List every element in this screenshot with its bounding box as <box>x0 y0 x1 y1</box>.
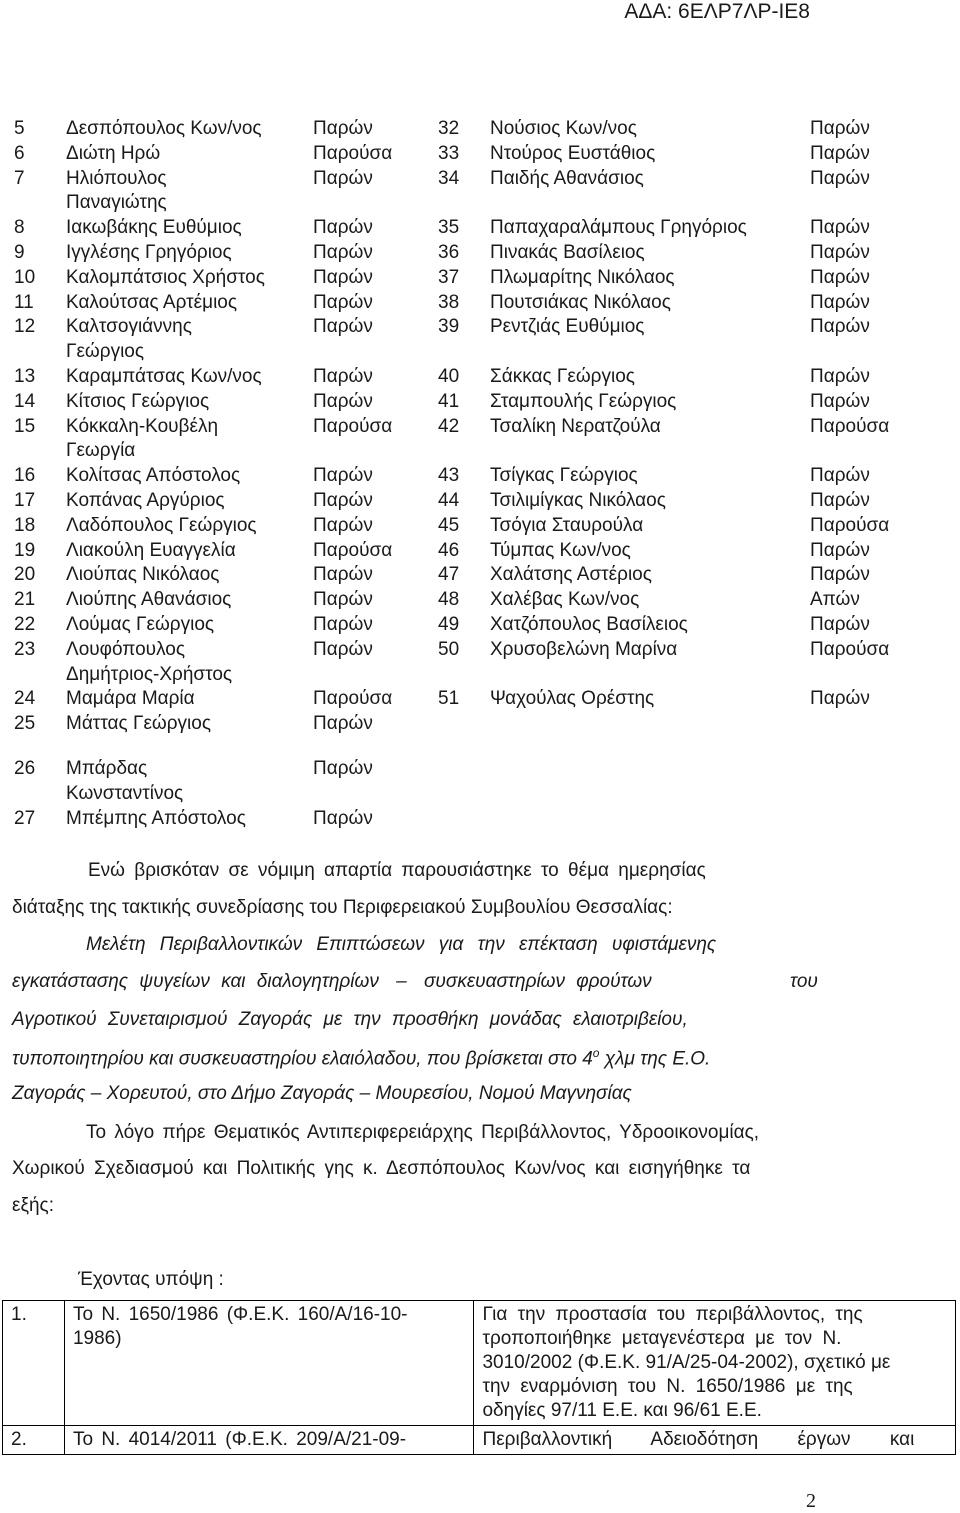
member-status: Παρών <box>810 241 870 263</box>
paragraph-2-line-3: εξής: <box>12 1195 54 1216</box>
member-name: Ψαχούλας Ορέστης <box>490 688 655 710</box>
topic-line-5: Ζαγοράς – Χορευτού, στο Δήμο Ζαγοράς – Μουρεσίου, Νομού Μαγνησίας <box>12 1083 632 1104</box>
topic-line-2-part-c: του <box>790 971 818 992</box>
member-status: Παρών <box>810 118 870 139</box>
member-status: Παρών <box>313 564 373 586</box>
member-status: Παρών <box>810 688 870 710</box>
member-number: 23 <box>14 638 36 660</box>
topic-line-4-part-a: τυποποιητηρίου και συσκευαστηρίου ελαιόλαδου, που βρίσκεται στο 4 <box>12 1048 593 1070</box>
roster-row <box>0 241 960 266</box>
member-name: Τσόγια Σταυρούλα <box>490 514 644 536</box>
member-number: 47 <box>438 564 460 586</box>
member-name: Ιγγλέσης Γρηγόριος <box>66 241 232 263</box>
having-in-view-label: Έχοντας υπόψη : <box>78 1269 224 1290</box>
member-name: Καλομπάτσιος Χρήστος <box>66 266 265 288</box>
paragraph-2-line-1: Το λόγο πήρε Θεματικός Αντιπεριφερειάρχης Περιβάλλοντος, Υδροοικονομίας, <box>86 1122 760 1143</box>
member-status: Παρών <box>313 241 373 263</box>
member-number: 11 <box>14 291 34 313</box>
member-status: Παρούσα <box>313 415 393 437</box>
paragraph-1-line-2: διάταξης της τακτικής συνεδρίασης του Περιφερειακού Συμβουλίου Θεσσαλίας: <box>12 897 673 918</box>
roster-row <box>0 687 960 712</box>
member-name: Τσαλίκη Νερατζούλα <box>490 415 661 437</box>
roster-row <box>0 191 960 216</box>
member-number: 20 <box>14 564 36 586</box>
member-number: 22 <box>14 613 36 635</box>
member-status: Παρών <box>810 142 870 164</box>
roster-row <box>0 807 960 832</box>
member-number: 42 <box>438 415 460 437</box>
member-status: Παρών <box>313 217 373 239</box>
member-number: 19 <box>14 539 36 561</box>
topic-line-4-sup: ο <box>592 1046 600 1060</box>
topic-line-3: Αγροτικού Συνεταιρισμού Ζαγοράς με την προσθήκη μονάδας ελαιοτριβείου, <box>12 1009 688 1030</box>
member-status: Παρούσα <box>313 539 393 561</box>
roster-row <box>0 216 960 241</box>
roster-row <box>0 167 960 192</box>
paragraph-1-text: Ενώ βρισκόταν σε νόμιμη απαρτία παρουσιάστηκε το θέμα ημερησίας <box>88 860 706 881</box>
topic-line-2-part-b: συσκευαστηρίων φρούτων <box>423 971 652 992</box>
member-status: Παρούσα <box>810 415 890 437</box>
member-name: Τύμπας Κων/νος <box>490 539 631 561</box>
member-number: 45 <box>438 514 460 536</box>
law-line: Το Ν. 1650/1986 (Φ.Ε.Κ. 160/Α/16-10- <box>72 1304 408 1325</box>
roster-row <box>0 315 960 340</box>
member-name: Λιακούλη Ευαγγελία <box>66 539 236 561</box>
member-status: Παρών <box>810 217 870 239</box>
member-number: 46 <box>438 539 460 561</box>
member-number: 24 <box>14 688 36 710</box>
member-number: 41 <box>438 390 460 412</box>
member-status: Παρών <box>810 564 870 586</box>
legal-basis-table <box>2 1300 956 1455</box>
roster-row <box>0 142 960 167</box>
member-name: Κοπάνας Αργύριος <box>66 489 225 511</box>
member-status: Παρών <box>810 390 870 412</box>
member-name: Κολίτσας Απόστολος <box>66 465 241 487</box>
member-status: Παρών <box>810 266 870 288</box>
desc-line: τροποποιήθηκε μεταγενέστερα με τον Ν. <box>482 1328 842 1349</box>
member-name: Κίτσιος Γεώργιος <box>66 390 210 412</box>
member-name: Λαδόπουλος Γεώργιος <box>66 514 257 536</box>
member-status: Παρών <box>810 365 870 387</box>
member-name: Μπέμπης Απόστολος <box>66 807 246 829</box>
member-number: 37 <box>438 266 460 288</box>
member-number: 34 <box>438 167 460 189</box>
member-name: Μάττας Γεώργιος <box>66 713 211 735</box>
member-name: Παναγιώτης <box>66 192 167 214</box>
member-name: Λιούπας Νικόλαος <box>66 564 220 586</box>
table-row <box>3 1426 956 1455</box>
topic-line-2-dash: – <box>396 971 407 992</box>
member-status: Παρών <box>313 514 373 536</box>
member-name: Σταμπουλής Γεώργιος <box>490 390 677 412</box>
member-name: Δεσπόπουλος Κων/νος <box>66 118 262 139</box>
roster-row <box>0 117 960 142</box>
member-status: Παρών <box>313 713 373 735</box>
member-number: 25 <box>14 713 36 735</box>
member-status: Παρών <box>810 316 870 338</box>
member-status: Παρούσα <box>810 514 890 536</box>
roster-row <box>0 415 960 440</box>
law-reference <box>64 1426 474 1455</box>
roster-row <box>0 489 960 514</box>
member-number: 14 <box>14 390 36 412</box>
member-name: Πινακάς Βασίλειος <box>490 241 645 263</box>
member-name: Ηλιόπουλος <box>66 167 167 189</box>
member-number: 10 <box>14 266 36 288</box>
member-number: 49 <box>438 613 460 635</box>
member-number: 50 <box>438 638 460 660</box>
member-status: Παρών <box>313 489 373 511</box>
table-row <box>3 1301 956 1426</box>
member-number: 9 <box>14 241 25 263</box>
member-number: 15 <box>14 415 36 437</box>
member-name: Δημήτριος-Χρήστος <box>66 663 233 685</box>
roster-row <box>0 390 960 415</box>
topic-line-2 <box>12 971 822 993</box>
member-number: 26 <box>14 757 36 779</box>
member-number: 8 <box>14 217 25 239</box>
member-status: Παρών <box>810 167 870 189</box>
roster-row <box>0 782 960 807</box>
member-number: 39 <box>438 316 460 338</box>
member-status: Παρών <box>810 613 870 635</box>
member-number: 7 <box>14 167 25 189</box>
roster-row <box>0 340 960 365</box>
member-name: Καλούτσας Αρτέμιος <box>66 291 238 313</box>
member-name: Χατζόπουλος Βασίλειος <box>490 613 688 635</box>
member-name: Λούμας Γεώργιος <box>66 613 215 635</box>
member-number: 27 <box>14 807 36 829</box>
member-number: 35 <box>438 217 460 239</box>
member-name: Διώτη Ηρώ <box>66 142 161 164</box>
topic-line-2-part-a: εγκατάστασης ψυγείων και διαλογητηρίων <box>12 971 379 992</box>
member-number: 48 <box>438 589 460 611</box>
roster-row <box>0 365 960 390</box>
member-name: Γεώργιος <box>66 341 145 363</box>
member-status: Παρών <box>313 266 373 288</box>
member-name: Τσιλιμίγκας Νικόλαος <box>490 489 666 511</box>
member-number: 33 <box>438 142 460 164</box>
member-name: Χαλέβας Κων/νος <box>490 589 640 611</box>
paragraph-2-line-2: Χωρικού Σχεδιασμού και Πολιτικής γης κ. Δεσπόπουλος Κων/νος και εισηγήθηκε τα <box>12 1158 751 1179</box>
member-name: Τσίγκας Γεώργιος <box>490 465 638 487</box>
roster-row <box>0 588 960 613</box>
member-name: Ιακωβάκης Ευθύμιος <box>66 217 242 239</box>
member-status: Απών <box>810 589 860 611</box>
member-name: Παιδής Αθανάσιος <box>490 167 644 189</box>
member-number: 21 <box>14 589 36 611</box>
member-number: 40 <box>438 365 460 387</box>
member-name: Κόκκαλη-Κουβέλη <box>66 415 219 437</box>
member-number: 16 <box>14 465 36 487</box>
member-number: 17 <box>14 489 36 511</box>
roster-row <box>0 514 960 539</box>
desc-line: οδηγίες 97/11 Ε.Ε. και 96/61 Ε.Ε. <box>482 1400 762 1421</box>
member-name: Χαλάτσης Αστέριος <box>490 564 652 586</box>
member-number: 18 <box>14 514 36 536</box>
member-number: 38 <box>438 291 460 313</box>
ada-code: ΑΔΑ: 6ΕΛΡ7ΛΡ-ΙΕ8 <box>624 0 810 23</box>
member-name: Καλτσογιάννης <box>66 316 192 338</box>
member-name: Πουτσιάκας Νικόλαος <box>490 291 671 313</box>
member-name: Παπαχαραλάμπους Γρηγόριος <box>490 217 747 239</box>
roster-row <box>0 266 960 291</box>
member-status: Παρούσα <box>313 142 393 164</box>
law-description <box>474 1301 956 1426</box>
member-number: 44 <box>438 489 460 511</box>
member-status: Παρών <box>313 390 373 412</box>
roster-row <box>0 613 960 638</box>
member-name: Νούσιος Κων/νος <box>490 118 637 139</box>
member-status: Παρών <box>313 365 373 387</box>
roster-row <box>0 638 960 663</box>
member-number: 5 <box>14 118 25 139</box>
roster-row <box>0 291 960 316</box>
member-number: 13 <box>14 365 36 387</box>
page-number: 2 <box>806 1490 816 1512</box>
member-status: Παρών <box>313 757 373 779</box>
member-name: Λουφόπουλος <box>66 638 186 660</box>
member-status: Παρών <box>810 489 870 511</box>
member-number: 6 <box>14 142 25 164</box>
member-status: Παρών <box>313 589 373 611</box>
member-status: Παρών <box>313 465 373 487</box>
member-status: Παρών <box>313 316 373 338</box>
row-number: 1. <box>3 1301 65 1426</box>
member-name: Χρυσοβελώνη Μαρίνα <box>490 638 678 660</box>
law-line: 1986) <box>72 1328 122 1349</box>
member-status: Παρών <box>313 807 373 829</box>
desc-line: την εναρμόνιση του Ν. 1650/1986 με της <box>482 1376 853 1397</box>
member-number: 12 <box>14 316 36 338</box>
member-status: Παρών <box>313 167 373 189</box>
desc-line: 3010/2002 (Φ.Ε.Κ. 91/Α/25-04-2002), σχετικό με <box>482 1352 891 1373</box>
row-number: 2. <box>3 1426 65 1455</box>
member-status: Παρών <box>313 613 373 635</box>
member-name: Κωνσταντίνος <box>66 782 184 804</box>
roster-row <box>0 464 960 489</box>
member-name: Μαμάρα Μαρία <box>66 688 195 710</box>
member-status: Παρούσα <box>810 638 890 660</box>
roster-row <box>0 439 960 464</box>
roster-row <box>0 563 960 588</box>
member-name: Μπάρδας <box>66 757 148 779</box>
desc-line: Για την προστασία του περιβάλλοντος, της <box>482 1304 863 1325</box>
member-name: Γεωργία <box>66 440 136 462</box>
member-name: Ρεντζιάς Ευθύμιος <box>490 316 645 338</box>
desc-line: Περιβαλλοντική Αδειοδότηση έργων και <box>482 1429 915 1450</box>
member-status: Παρών <box>810 291 870 313</box>
law-line: Το Ν. 4014/2011 (Φ.Ε.Κ. 209/Α/21-09- <box>72 1429 407 1450</box>
attendance-roster <box>0 117 960 831</box>
member-number: 43 <box>438 465 460 487</box>
member-number: 51 <box>438 688 460 710</box>
member-name: Πλωμαρίτης Νικόλαος <box>490 266 675 288</box>
member-number: 32 <box>438 118 460 139</box>
roster-row <box>0 539 960 564</box>
member-name: Λιούπης Αθανάσιος <box>66 589 232 611</box>
paragraph-1-line-1 <box>88 860 820 882</box>
member-status: Παρών <box>810 539 870 561</box>
topic-line-1: Μελέτη Περιβαλλοντικών Επιπτώσεων για την επέκταση υφιστάμενης <box>86 934 717 955</box>
law-description <box>474 1426 956 1455</box>
topic-line-4 <box>12 1046 710 1070</box>
member-name: Ντούρος Ευστάθιος <box>490 142 656 164</box>
topic-line-4-part-b: χλμ της Ε.Ο. <box>599 1048 711 1070</box>
member-name: Καραμπάτσας Κων/νος <box>66 365 262 387</box>
member-status: Παρούσα <box>313 688 393 710</box>
law-reference <box>64 1301 474 1426</box>
roster-row <box>0 712 960 737</box>
member-name: Σάκκας Γεώργιος <box>490 365 635 387</box>
roster-spacer <box>0 737 960 757</box>
member-status: Παρών <box>313 118 373 139</box>
roster-row <box>0 663 960 688</box>
member-status: Παρών <box>313 291 373 313</box>
roster-row <box>0 757 960 782</box>
member-number: 36 <box>438 241 460 263</box>
member-status: Παρών <box>313 638 373 660</box>
member-status: Παρών <box>810 465 870 487</box>
